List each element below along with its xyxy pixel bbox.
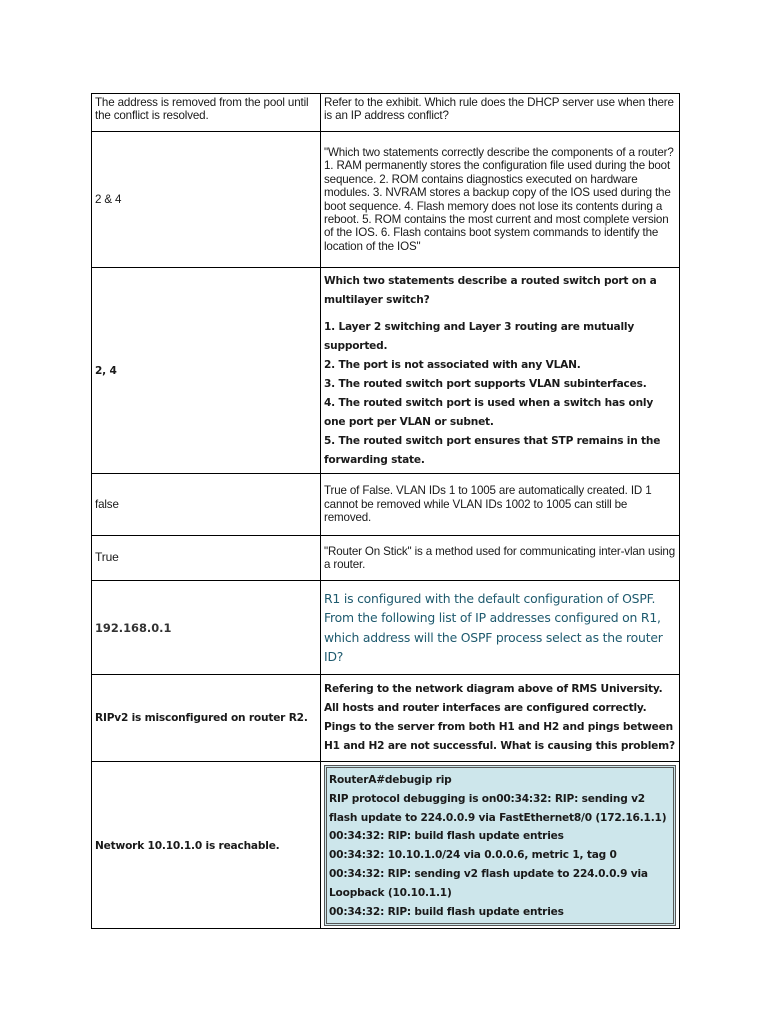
- answer-cell: The address is removed from the pool until the conflict is resolved.: [92, 94, 321, 132]
- question-cell: [321, 762, 680, 929]
- question-cell: "Router On Stick" is a method used for communicating inter-vlan using a router.: [321, 536, 680, 581]
- answer-cell: True: [92, 536, 321, 581]
- debug-output-box: [324, 765, 676, 926]
- table-row: [92, 132, 680, 268]
- code-line: 00:34:32: RIP: build flash update entries: [329, 830, 564, 843]
- question-cell: "Which two statements correctly describe the components of a router? 1. RAM permanently stores the configuration file used during the boot sequence. 2. ROM contains diagnostics executed on hardware modules. 3. NVRAM stores a backup copy of the IOS used during the boot sequence. 4. Flash memory does not lose its contents during a reboot. 5. ROM contains the most current and most complete version of the IOS. 6. Flash contains boot system commands to identify the location of the IOS": [321, 132, 680, 268]
- code-line: 00:34:32: RIP: sending v2 flash update to 224.0.0.9 via Loopback (10.10.1.1): [329, 867, 648, 899]
- table-row: [92, 581, 680, 675]
- qa-table: [91, 93, 680, 929]
- question-cell: R1 is configured with the default configuration of OSPF. From the following list of IP addresses configured on R1, which address will the OSPF process select as the router ID?: [321, 581, 680, 675]
- answer-cell: 2 & 4: [92, 132, 321, 268]
- code-line: 00:34:32: RIP: build flash update entries: [329, 905, 564, 918]
- table-row: [92, 94, 680, 132]
- table-row: [92, 675, 680, 762]
- code-line: 00:34:32: 10.10.1.0/24 via 0.0.0.6, metric 1, tag 0: [329, 849, 617, 862]
- option-item: 2. The port is not associated with any VLAN.: [324, 358, 581, 371]
- option-item: 3. The routed switch port supports VLAN subinterfaces.: [324, 377, 647, 390]
- code-line: RouterA#debugip rip: [329, 774, 452, 786]
- answer-cell: 2, 4: [92, 268, 321, 474]
- table-row: [92, 268, 680, 474]
- code-line: RIP protocol debugging is on00:34:32: RIP: sending v2 flash update to 224.0.0.9 via FastEthernet8/0 (172.16.1.1): [329, 792, 667, 824]
- answer-cell: 192.168.0.1: [92, 581, 321, 675]
- question-cell: Refering to the network diagram above of RMS University. All hosts and router interfaces are configured correctly. Pings to the server from both H1 and H2 and pings between H1 and H2 are not successful. What is causing this problem?: [321, 675, 680, 762]
- table-row: [92, 536, 680, 581]
- question-cell: [321, 268, 680, 474]
- question-intro: Which two statements describe a routed switch port on a multilayer switch?: [324, 274, 657, 306]
- answer-cell: RIPv2 is misconfigured on router R2.: [92, 675, 321, 762]
- option-item: 1. Layer 2 switching and Layer 3 routing are mutually supported.: [324, 320, 635, 352]
- table-row: [92, 762, 680, 929]
- question-cell: Refer to the exhibit. Which rule does the DHCP server use when there is an IP address conflict?: [321, 94, 680, 132]
- answer-cell: Network 10.10.1.0 is reachable.: [92, 762, 321, 929]
- option-item: 4. The routed switch port is used when a switch has only one port per VLAN or subnet.: [324, 396, 654, 428]
- table-row: [92, 474, 680, 536]
- answer-cell: false: [92, 474, 321, 536]
- question-cell: True of False. VLAN IDs 1 to 1005 are automatically created. ID 1 cannot be removed while VLAN IDs 1002 to 1005 can still be removed.: [321, 474, 680, 536]
- option-item: 5. The routed switch port ensures that STP remains in the forwarding state.: [324, 434, 661, 466]
